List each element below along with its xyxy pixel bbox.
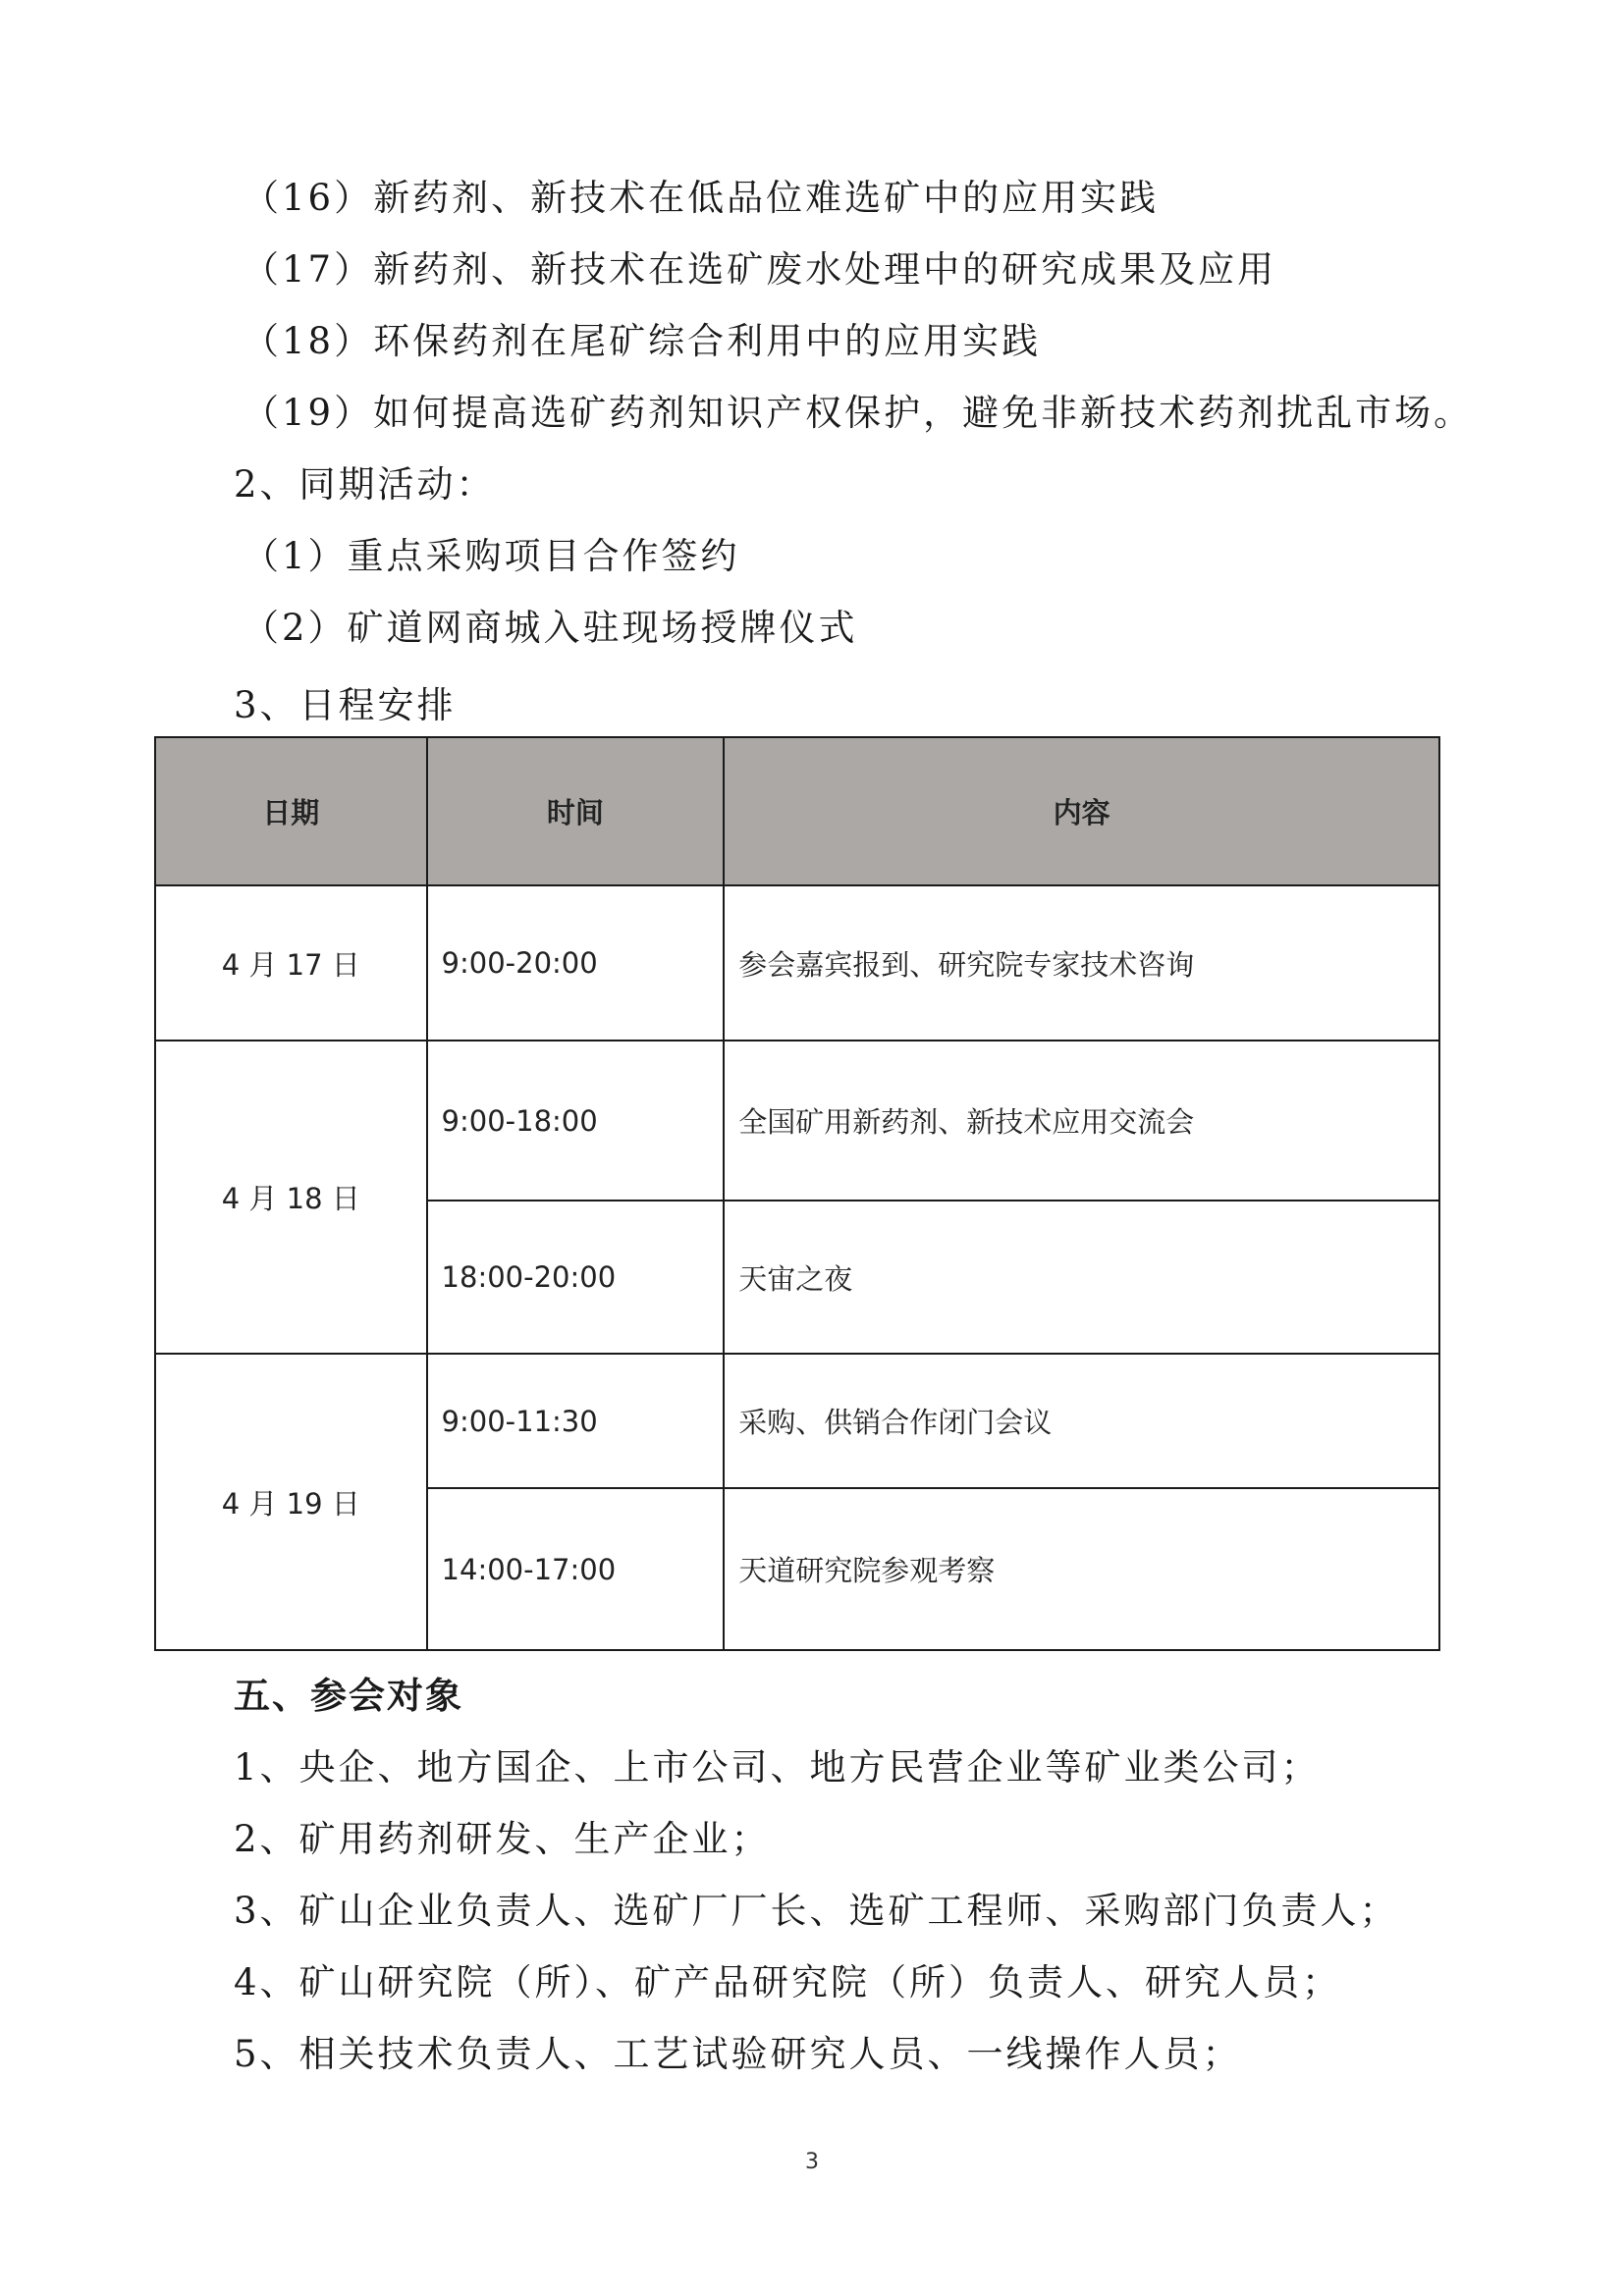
- attendee-item-4: 4、矿山研究院（所）、矿产品研究院（所）负责人、研究人员；: [234, 1961, 1342, 2003]
- header-content: 内容: [724, 737, 1439, 885]
- table-row: [155, 1354, 1439, 1488]
- time-cell: 18:00-20:00: [427, 1201, 725, 1354]
- attendee-item-2: 2、矿用药剂研发、生产企业；: [234, 1818, 771, 1860]
- concurrent-activities-title: 2、同期活动：: [234, 463, 496, 506]
- table-row: [155, 885, 1439, 1041]
- time-cell: 9:00-18:00: [427, 1041, 725, 1201]
- date-cell: 4 月 18 日: [155, 1041, 427, 1354]
- content-cell: 天道研究院参观考察: [724, 1488, 1439, 1650]
- time-cell: 9:00-11:30: [427, 1354, 725, 1488]
- header-date: 日期: [155, 737, 427, 885]
- content-cell: 参会嘉宾报到、研究院专家技术咨询: [724, 885, 1439, 1041]
- activity-item-2: （2）矿道网商城入驻现场授牌仪式: [243, 607, 858, 649]
- topic-item-19: （19）如何提高选矿药剂知识产权保护，避免非新技术药剂扰乱市场。: [243, 392, 1474, 434]
- content-cell: 采购、供销合作闭门会议: [724, 1354, 1439, 1488]
- schedule-table: [154, 736, 1440, 1651]
- time-cell: 9:00-20:00: [427, 885, 725, 1041]
- schedule-title: 3、日程安排: [234, 684, 457, 726]
- date-cell: 4 月 17 日: [155, 885, 427, 1041]
- activity-item-1: （1）重点采购项目合作签约: [243, 535, 740, 577]
- attendee-item-1: 1、央企、地方国企、上市公司、地方民营企业等矿业类公司；: [234, 1746, 1321, 1789]
- schedule-header-row: [155, 737, 1439, 885]
- topic-item-18: （18）环保药剂在尾矿综合利用中的应用实践: [243, 320, 1042, 362]
- date-cell: 4 月 19 日: [155, 1354, 427, 1650]
- topic-item-17: （17）新药剂、新技术在选矿废水处理中的研究成果及应用: [243, 248, 1277, 291]
- topic-item-16: （16）新药剂、新技术在低品位难选矿中的应用实践: [243, 177, 1160, 219]
- header-time: 时间: [427, 737, 725, 885]
- time-cell: 14:00-17:00: [427, 1488, 725, 1650]
- content-cell: 全国矿用新药剂、新技术应用交流会: [724, 1041, 1439, 1201]
- table-row: [155, 1041, 1439, 1201]
- content-cell: 天宙之夜: [724, 1201, 1439, 1354]
- attendee-item-3: 3、矿山企业负责人、选矿厂厂长、选矿工程师、采购部门负责人；: [234, 1890, 1399, 1932]
- page-number: 3: [805, 2150, 819, 2174]
- attendees-heading: 五、参会对象: [234, 1675, 463, 1717]
- attendee-item-5: 5、相关技术负责人、工艺试验研究人员、一线操作人员；: [234, 2033, 1242, 2075]
